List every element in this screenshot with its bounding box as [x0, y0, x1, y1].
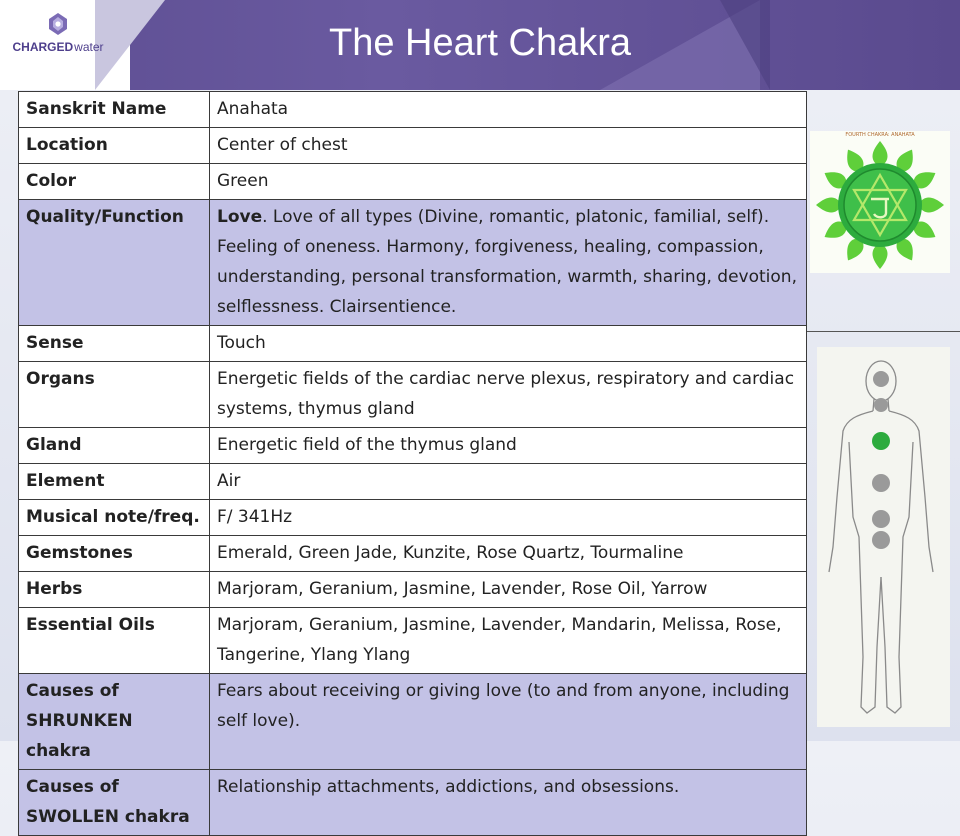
row-value: Marjoram, Geranium, Jasmine, Lavender, Rose Oil, Yarrow: [210, 572, 807, 608]
chakra-image: [810, 131, 950, 273]
table-row: [19, 362, 807, 428]
logo-brand-bold: CHARGED: [12, 40, 74, 54]
row-label: Essential Oils: [19, 608, 210, 674]
table-row: [19, 464, 807, 500]
row-value: [210, 200, 807, 326]
table-row: [19, 674, 807, 770]
chakra-caption: FOURTH CHAKRA: ANAHATA: [845, 132, 915, 138]
row-label: Causes of SHRUNKEN chakra: [19, 674, 210, 770]
table-row: [19, 200, 807, 326]
row-label: Quality/Function: [19, 200, 210, 326]
chakra-image-cell: [807, 91, 960, 332]
row-value: Touch: [210, 326, 807, 362]
row-label: Organs: [19, 362, 210, 428]
row-label: Color: [19, 164, 210, 200]
row-value: Emerald, Green Jade, Kunzite, Rose Quartz, Tourmaline: [210, 536, 807, 572]
row-value: Anahata: [210, 92, 807, 128]
table-row: [19, 536, 807, 572]
table-row: [19, 428, 807, 464]
table-row: [19, 164, 807, 200]
row-label: Sanskrit Name: [19, 92, 210, 128]
row-label: Gland: [19, 428, 210, 464]
row-value: Center of chest: [210, 128, 807, 164]
chakra-info-table: [18, 91, 807, 836]
logo-brand-rest: water: [74, 40, 104, 54]
row-value: Relationship attachments, addictions, and obsessions.: [210, 770, 807, 836]
row-label: Gemstones: [19, 536, 210, 572]
table-row: [19, 770, 807, 836]
row-label: Herbs: [19, 572, 210, 608]
row-value: Fears about receiving or giving love (to and from anyone, including self love).: [210, 674, 807, 770]
row-value: Air: [210, 464, 807, 500]
body-figure-image: [817, 347, 950, 727]
row-value: Marjoram, Geranium, Jasmine, Lavender, Mandarin, Melissa, Rose, Tangerine, Ylang Ylang: [210, 608, 807, 674]
row-label: Element: [19, 464, 210, 500]
image-column: [807, 91, 960, 728]
header-banner: [0, 0, 960, 90]
row-label: Sense: [19, 326, 210, 362]
table-row: [19, 500, 807, 536]
human-body-figure: [817, 347, 950, 727]
heart-chakra-symbol: [810, 131, 950, 273]
table-row: [19, 326, 807, 362]
row-value: F/ 341Hz: [210, 500, 807, 536]
row-label: Location: [19, 128, 210, 164]
table-row: [19, 608, 807, 674]
row-value: Energetic field of the thymus gland: [210, 428, 807, 464]
page-title: The Heart Chakra: [328, 22, 631, 64]
row-label: Musical note/freq.: [19, 500, 210, 536]
row-value-rest: . Love of all types (Divine, romantic, platonic, familial, self). Feeling of oneness. Harmony, forgiveness, healing, compassion, understanding, personal transformation, warmth, sharing, devotion, selflessness. Clairsentience.: [217, 207, 797, 317]
row-value: Energetic fields of the cardiac nerve plexus, respiratory and cardiac systems, thymus gland: [210, 362, 807, 428]
table-row: [19, 572, 807, 608]
table-row: [19, 128, 807, 164]
row-value: Green: [210, 164, 807, 200]
row-label: Causes of SWOLLEN chakra: [19, 770, 210, 836]
row-value-bold: Love: [217, 207, 263, 227]
table-row: [19, 92, 807, 128]
